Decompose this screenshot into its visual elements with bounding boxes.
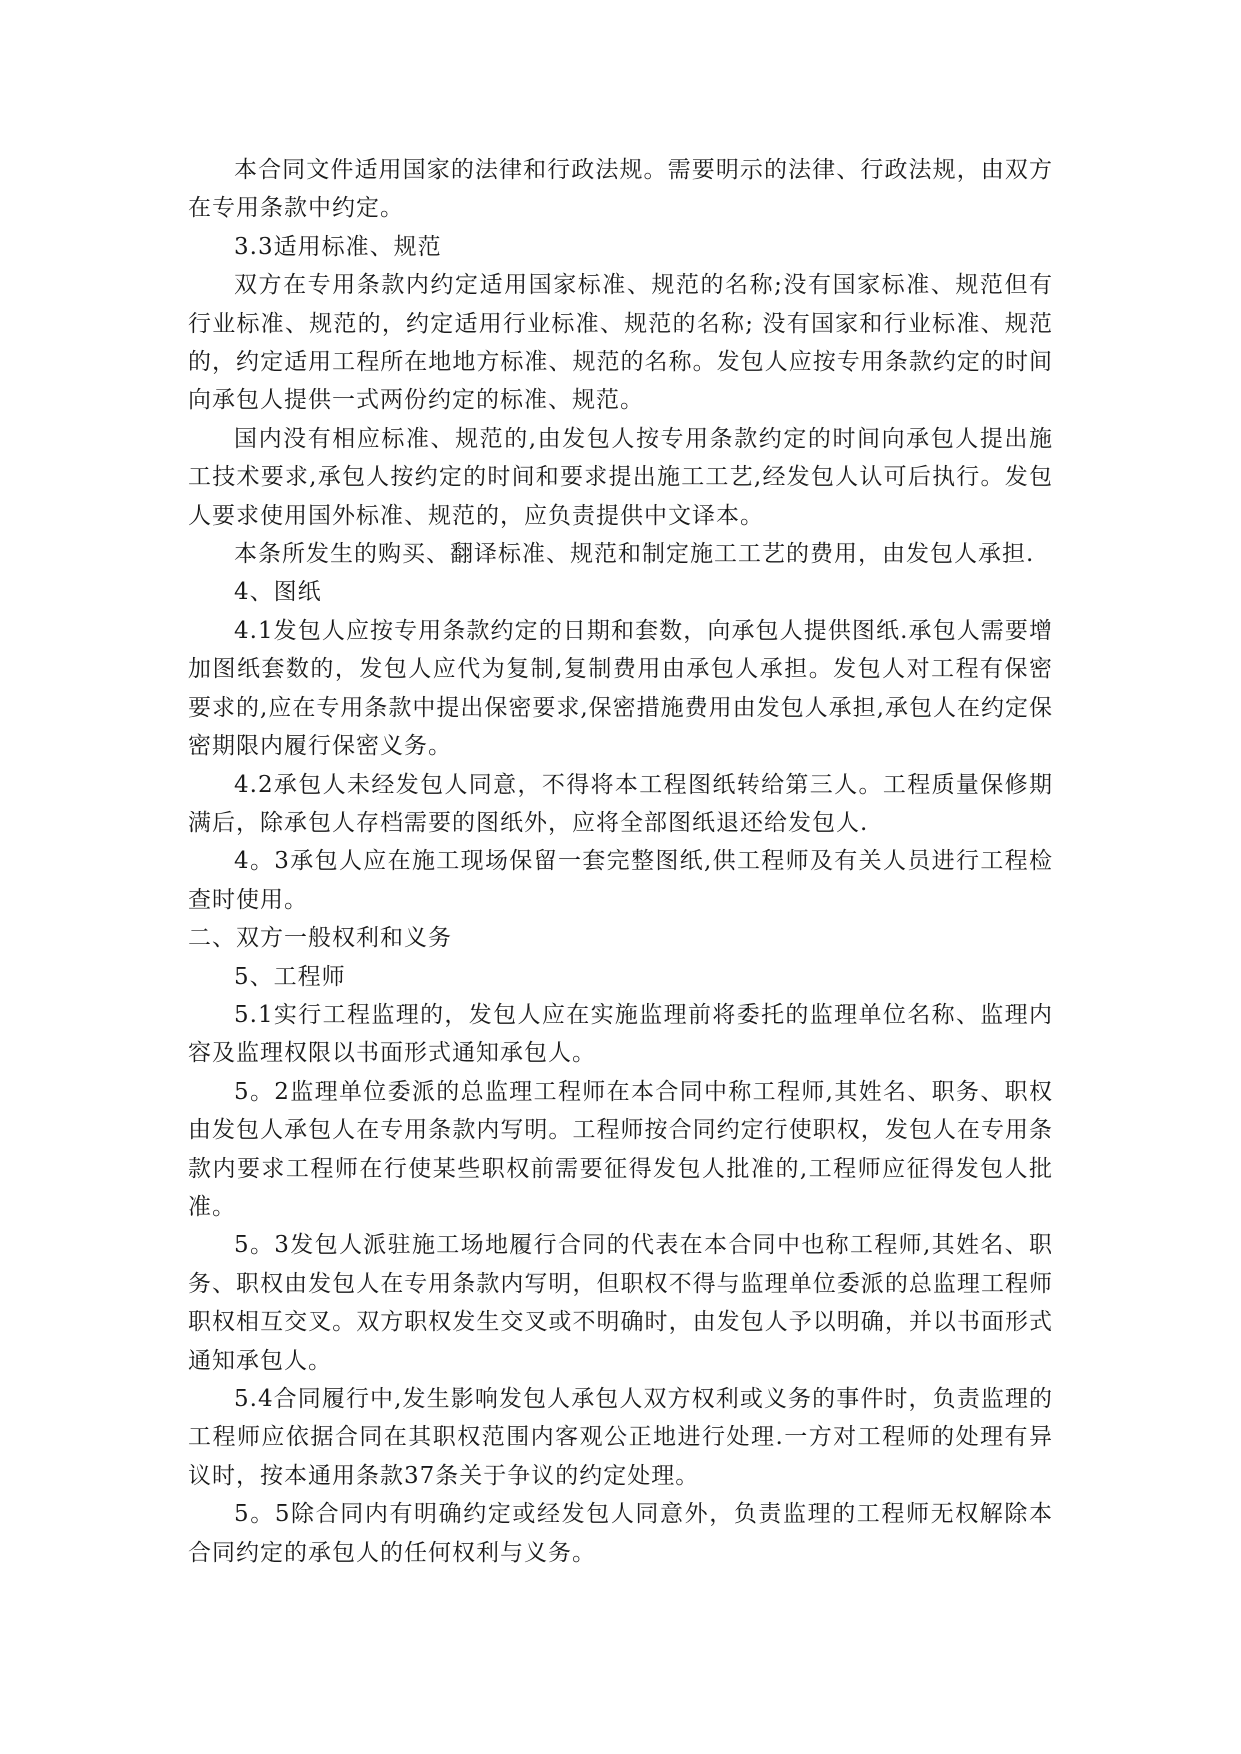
paragraph-4-3: 4。3承包人应在施工现场保留一套完整图纸,供工程师及有关人员进行工程检查时使用。 — [188, 848, 1053, 913]
heading-5-engineer: 5、工程师 — [234, 963, 346, 990]
paragraph-standards-cost: 本条所发生的购买、翻译标准、规范和制定施工工艺的费用，由发包人承担. — [234, 541, 1035, 568]
heading-3-3-standards: 3.3适用标准、规范 — [234, 233, 442, 260]
paragraph-5-4: 5.4合同履行中,发生影响发包人承包人双方权利或义务的事件时，负责监理的工程师应依据合同在其职权范围内客观公正地进行处理.一方对工程师的处理有异议时，按本通用条款37条关于争议的约定处理。 — [188, 1386, 1053, 1489]
paragraph-no-standards: 国内没有相应标准、规范的,由发包人按专用条款约定的时间向承包人提出施工技术要求,承包人按约定的时间和要求提出施工工艺,经发包人认可后执行。发包人要求使用国外标准、规范的，应负责提供中文译本。 — [188, 425, 1053, 529]
paragraph-5-2: 5。2监理单位委派的总监理工程师在本合同中称工程师,其姓名、职务、职权由发包人承包人在专用条款内写明。工程师按合同约定行使职权，发包人在专用条款内要求工程师在行使某些职权前需要征得发包人批准的,工程师应征得发包人批准。 — [188, 1078, 1053, 1220]
paragraph-law: 本合同文件适用国家的法律和行政法规。需要明示的法律、行政法规，由双方在专用条款中约定。 — [188, 157, 1053, 222]
paragraph-5-5: 5。5除合同内有明确约定或经发包人同意外，负责监理的工程师无权解除本合同约定的承包人的任何权利与义务。 — [188, 1501, 1053, 1566]
section-heading-rights-obligations: 二、双方一般权利和义务 — [188, 925, 452, 952]
document-page — [188, 151, 1053, 1572]
paragraph-4-2: 4.2承包人未经发包人同意，不得将本工程图纸转给第三人。工程质量保修期满后，除承包人存档需要的图纸外，应将全部图纸退还给发包人. — [188, 771, 1053, 836]
paragraph-5-1: 5.1实行工程监理的，发包人应在实施监理前将委托的监理单位名称、监理内容及监理权限以书面形式通知承包人。 — [188, 1001, 1053, 1067]
paragraph-4-1: 4.1发包人应按专用条款约定的日期和套数，向承包人提供图纸.承包人需要增加图纸套数的，发包人应代为复制,复制费用由承包人承担。发包人对工程有保密要求的,应在专用条款中提出保密要求,保密措施费用由发包人承担,承包人在约定保密期限内履行保密义务。 — [188, 617, 1053, 760]
paragraph-5-3: 5。3发包人派驻施工场地履行合同的代表在本合同中也称工程师,其姓名、职务、职权由发包人在专用条款内写明，但职权不得与监理单位委派的总监理工程师职权相互交叉。双方职权发生交叉或不明确时，由发包人予以明确，并以书面形式通知承包人。 — [188, 1232, 1053, 1374]
heading-4-drawings: 4、图纸 — [234, 579, 322, 606]
paragraph-standards-agreement: 双方在专用条款内约定适用国家标准、规范的名称;没有国家标准、规范但有行业标准、规范的，约定适用行业标准、规范的名称; 没有国家和行业标准、规范的，约定适用工程所在地地方标准、规范的名称。发包人应按专用条款约定的时间向承包人提供一式两份约定的标准、规范。 — [188, 272, 1053, 414]
